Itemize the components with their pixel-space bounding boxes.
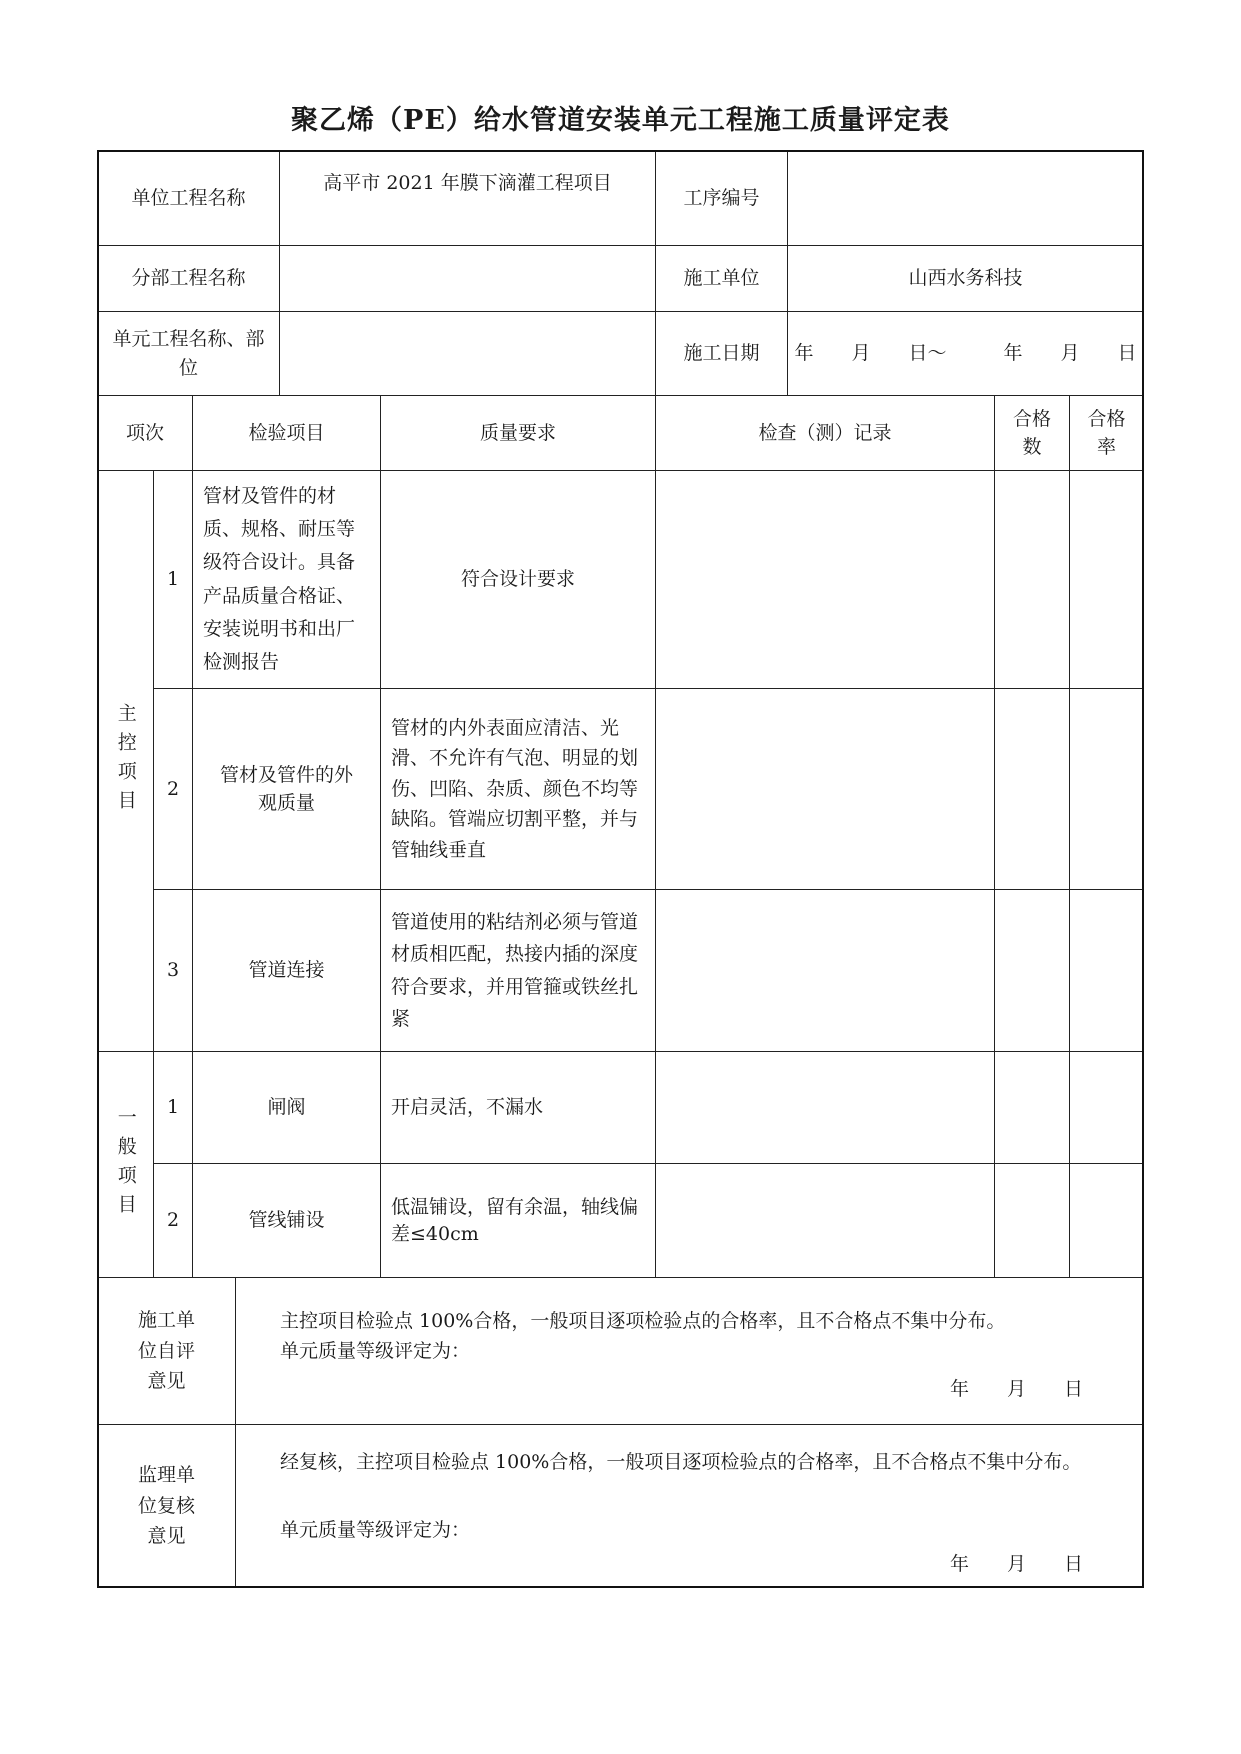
main-row-3-pass-rate[interactable] bbox=[1069, 889, 1144, 1052]
contractor-value[interactable]: 山西水务科技 bbox=[787, 245, 1144, 312]
col-pass-count: 合格数 bbox=[994, 395, 1070, 471]
general-row-2-pass-count[interactable] bbox=[994, 1163, 1070, 1278]
sub-project-label: 分部工程名称 bbox=[97, 245, 280, 312]
self-eval-content[interactable] bbox=[235, 1277, 1144, 1425]
general-row-2-item: 管线铺设 bbox=[192, 1163, 381, 1278]
element-name-label: 单元工程名称、部位 bbox=[97, 311, 280, 396]
main-row-2-no: 2 bbox=[153, 688, 193, 890]
main-row-1-no: 1 bbox=[153, 470, 193, 689]
main-row-3-requirement: 管道使用的粘结剂必须与管道材质相匹配，热接内插的深度符合要求，并用管箍或铁丝扎紧 bbox=[380, 889, 656, 1052]
main-row-3-no: 3 bbox=[153, 889, 193, 1052]
general-row-1-requirement: 开启灵活，不漏水 bbox=[380, 1051, 656, 1164]
col-pass-rate: 合格率 bbox=[1069, 395, 1144, 471]
process-no-value[interactable] bbox=[787, 150, 1144, 246]
col-item: 检验项目 bbox=[192, 395, 381, 471]
general-row-1-record[interactable] bbox=[655, 1051, 995, 1164]
review-label: 监理单位复核意见 bbox=[97, 1424, 236, 1588]
general-row-1-pass-rate[interactable] bbox=[1069, 1051, 1144, 1164]
main-row-2-requirement: 管材的内外表面应清洁、光滑、不允许有气泡、明显的划伤、凹陷、杂质、颜色不均等缺陷。管端应切割平整，并与管轴线垂直 bbox=[380, 688, 656, 890]
main-row-1-requirement: 符合设计要求 bbox=[380, 470, 656, 689]
process-no-label: 工序编号 bbox=[655, 150, 788, 246]
self-eval-text-1: 主控项目检验点 100%合格，一般项目逐项检验点的合格率，且不合格点不集中分布。 bbox=[280, 1310, 1006, 1332]
main-row-3-record[interactable] bbox=[655, 889, 995, 1052]
element-name-value[interactable] bbox=[279, 311, 656, 396]
general-row-2-pass-rate[interactable] bbox=[1069, 1163, 1144, 1278]
col-requirement: 质量要求 bbox=[380, 395, 656, 471]
unit-project-value[interactable]: 高平市 2021 年膜下滴灌工程项目 bbox=[279, 150, 656, 246]
main-row-1-record[interactable] bbox=[655, 470, 995, 689]
date-value[interactable]: 年 月 日～ 年 月 日 bbox=[787, 311, 1144, 396]
general-row-2-no: 2 bbox=[153, 1163, 193, 1278]
main-row-3-pass-count[interactable] bbox=[994, 889, 1070, 1052]
main-row-1-pass-rate[interactable] bbox=[1069, 470, 1144, 689]
col-record: 检查（测）记录 bbox=[655, 395, 995, 471]
main-row-2-record[interactable] bbox=[655, 688, 995, 890]
self-eval-label: 施工单位自评意见 bbox=[97, 1277, 236, 1425]
main-row-1-pass-count[interactable] bbox=[994, 470, 1070, 689]
main-row-2-pass-count[interactable] bbox=[994, 688, 1070, 890]
contractor-label: 施工单位 bbox=[655, 245, 788, 312]
self-eval-date: 年 月 日 bbox=[950, 1378, 1084, 1400]
general-row-1-no: 1 bbox=[153, 1051, 193, 1164]
page-title: 聚乙烯（PE）给水管道安装单元工程施工质量评定表 bbox=[291, 105, 950, 136]
main-row-2-item: 管材及管件的外观质量 bbox=[192, 688, 381, 890]
general-row-1-item: 闸阀 bbox=[192, 1051, 381, 1164]
review-date: 年 月 日 bbox=[950, 1553, 1084, 1575]
col-seq: 项次 bbox=[97, 395, 193, 471]
review-text-1: 经复核，主控项目检验点 100%合格，一般项目逐项检验点的合格率，且不合格点不集中分布。 bbox=[280, 1451, 1082, 1473]
main-control-label: 主控项目 bbox=[97, 470, 154, 1052]
sub-project-value[interactable] bbox=[279, 245, 656, 312]
main-row-2-pass-rate[interactable] bbox=[1069, 688, 1144, 890]
date-label: 施工日期 bbox=[655, 311, 788, 396]
review-text-2: 单元质量等级评定为： bbox=[280, 1519, 471, 1541]
main-row-1-item: 管材及管件的材质、规格、耐压等级符合设计。具备产品质量合格证、安装说明书和出厂检测报告 bbox=[192, 470, 381, 689]
review-content[interactable] bbox=[235, 1424, 1144, 1588]
general-row-2-record[interactable] bbox=[655, 1163, 995, 1278]
general-label: 一般项目 bbox=[97, 1051, 154, 1278]
general-row-1-pass-count[interactable] bbox=[994, 1051, 1070, 1164]
self-eval-text-2: 单元质量等级评定为： bbox=[280, 1340, 471, 1362]
main-row-3-item: 管道连接 bbox=[192, 889, 381, 1052]
unit-project-label: 单位工程名称 bbox=[97, 150, 280, 246]
general-row-2-requirement: 低温铺设，留有余温，轴线偏差≤40cm bbox=[380, 1163, 656, 1278]
